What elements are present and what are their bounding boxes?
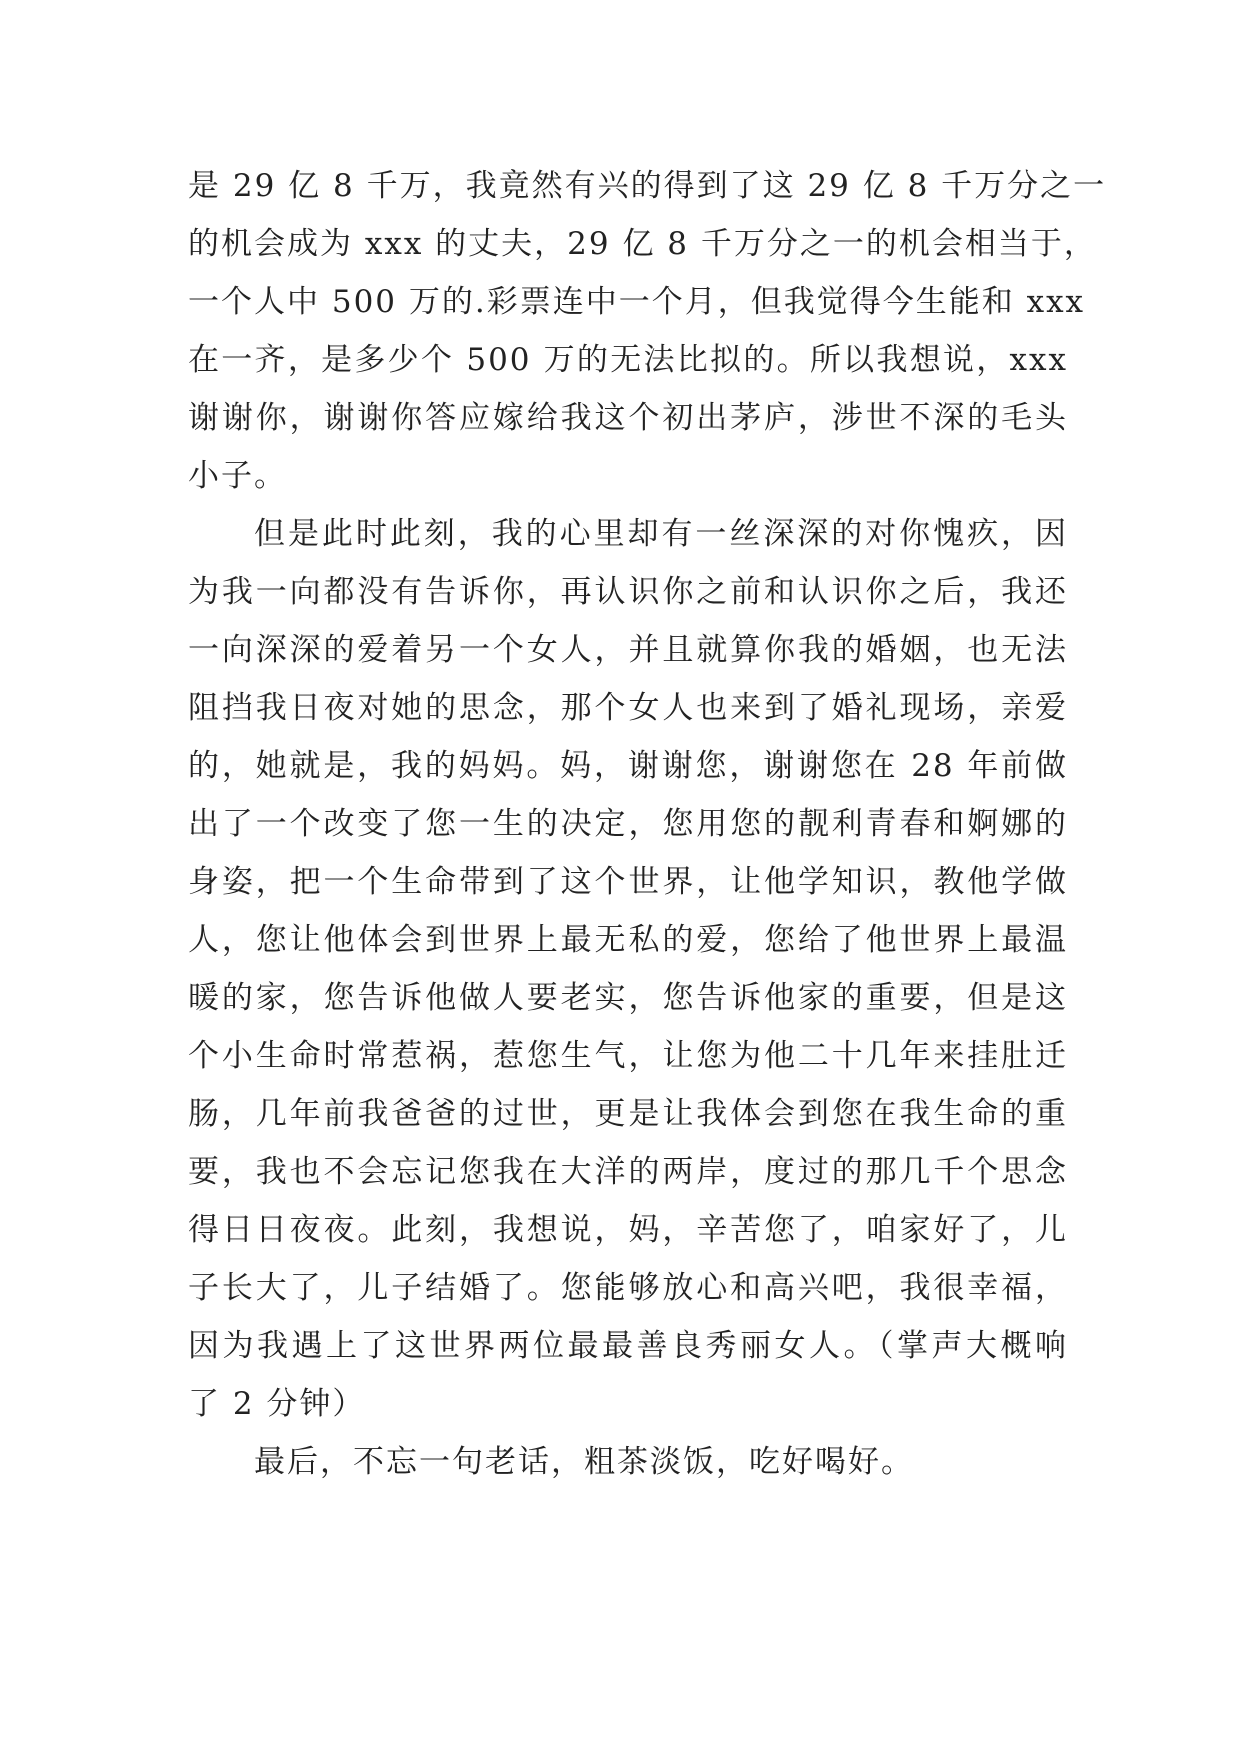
text-line: 一个人中 500 万的.彩票连中一个月，但我觉得今生能和 xxx <box>188 284 1086 320</box>
text-line: 小子。 <box>188 458 287 494</box>
text-line: 了 2 分钟） <box>188 1386 366 1422</box>
text-line: 阻挡我日夜对她的思念，那个女人也来到了婚礼现场，亲爱 <box>188 690 1068 726</box>
paragraph <box>188 505 1068 1433</box>
text-line: 因为我遇上了这世界两位最最善良秀丽女人。（掌声大概响 <box>188 1328 1068 1364</box>
document-body <box>188 157 1107 1491</box>
text-line: 出了一个改变了您一生的决定，您用您的靓利青春和婀娜的 <box>188 806 1068 842</box>
text-line: 是 29 亿 8 千万，我竟然有兴的得到了这 29 亿 8 千万分之一 <box>188 168 1107 204</box>
text-line: 的，她就是，我的妈妈。妈，谢谢您，谢谢您在 28 年前做 <box>188 748 1068 784</box>
text-line: 最后，不忘一句老话，粗茶淡饭，吃好喝好。 <box>254 1444 914 1480</box>
text-line: 在一齐，是多少个 500 万的无法比拟的。所以我想说，xxx <box>188 342 1068 378</box>
paragraph <box>188 157 1107 505</box>
text-line: 身姿，把一个生命带到了这个世界，让他学知识，教他学做 <box>188 864 1068 900</box>
text-line: 要，我也不会忘记您我在大洋的两岸，度过的那几千个思念 <box>188 1154 1068 1190</box>
text-line: 但是此时此刻，我的心里却有一丝深深的对你愧疚，因 <box>254 516 1068 552</box>
text-line: 肠，几年前我爸爸的过世，更是让我体会到您在我生命的重 <box>188 1096 1068 1132</box>
text-line: 子长大了，儿子结婚了。您能够放心和高兴吧，我很幸福， <box>188 1270 1068 1306</box>
text-line: 个小生命时常惹祸，惹您生气，让您为他二十几年来挂肚迁 <box>188 1038 1068 1074</box>
text-line: 谢谢你，谢谢你答应嫁给我这个初出茅庐，涉世不深的毛头 <box>188 400 1068 436</box>
text-line: 为我一向都没有告诉你，再认识你之前和认识你之后，我还 <box>188 574 1068 610</box>
text-line: 得日日夜夜。此刻，我想说，妈，辛苦您了，咱家好了，儿 <box>188 1212 1068 1248</box>
paragraph <box>188 1433 1068 1491</box>
text-line: 人，您让他体会到世界上最无私的爱，您给了他世界上最温 <box>188 922 1068 958</box>
text-line: 暖的家，您告诉他做人要老实，您告诉他家的重要，但是这 <box>188 980 1068 1016</box>
text-line: 一向深深的爱着另一个女人，并且就算你我的婚姻，也无法 <box>188 632 1068 668</box>
text-line: 的机会成为 xxx 的丈夫，29 亿 8 千万分之一的机会相当于， <box>188 226 1097 262</box>
